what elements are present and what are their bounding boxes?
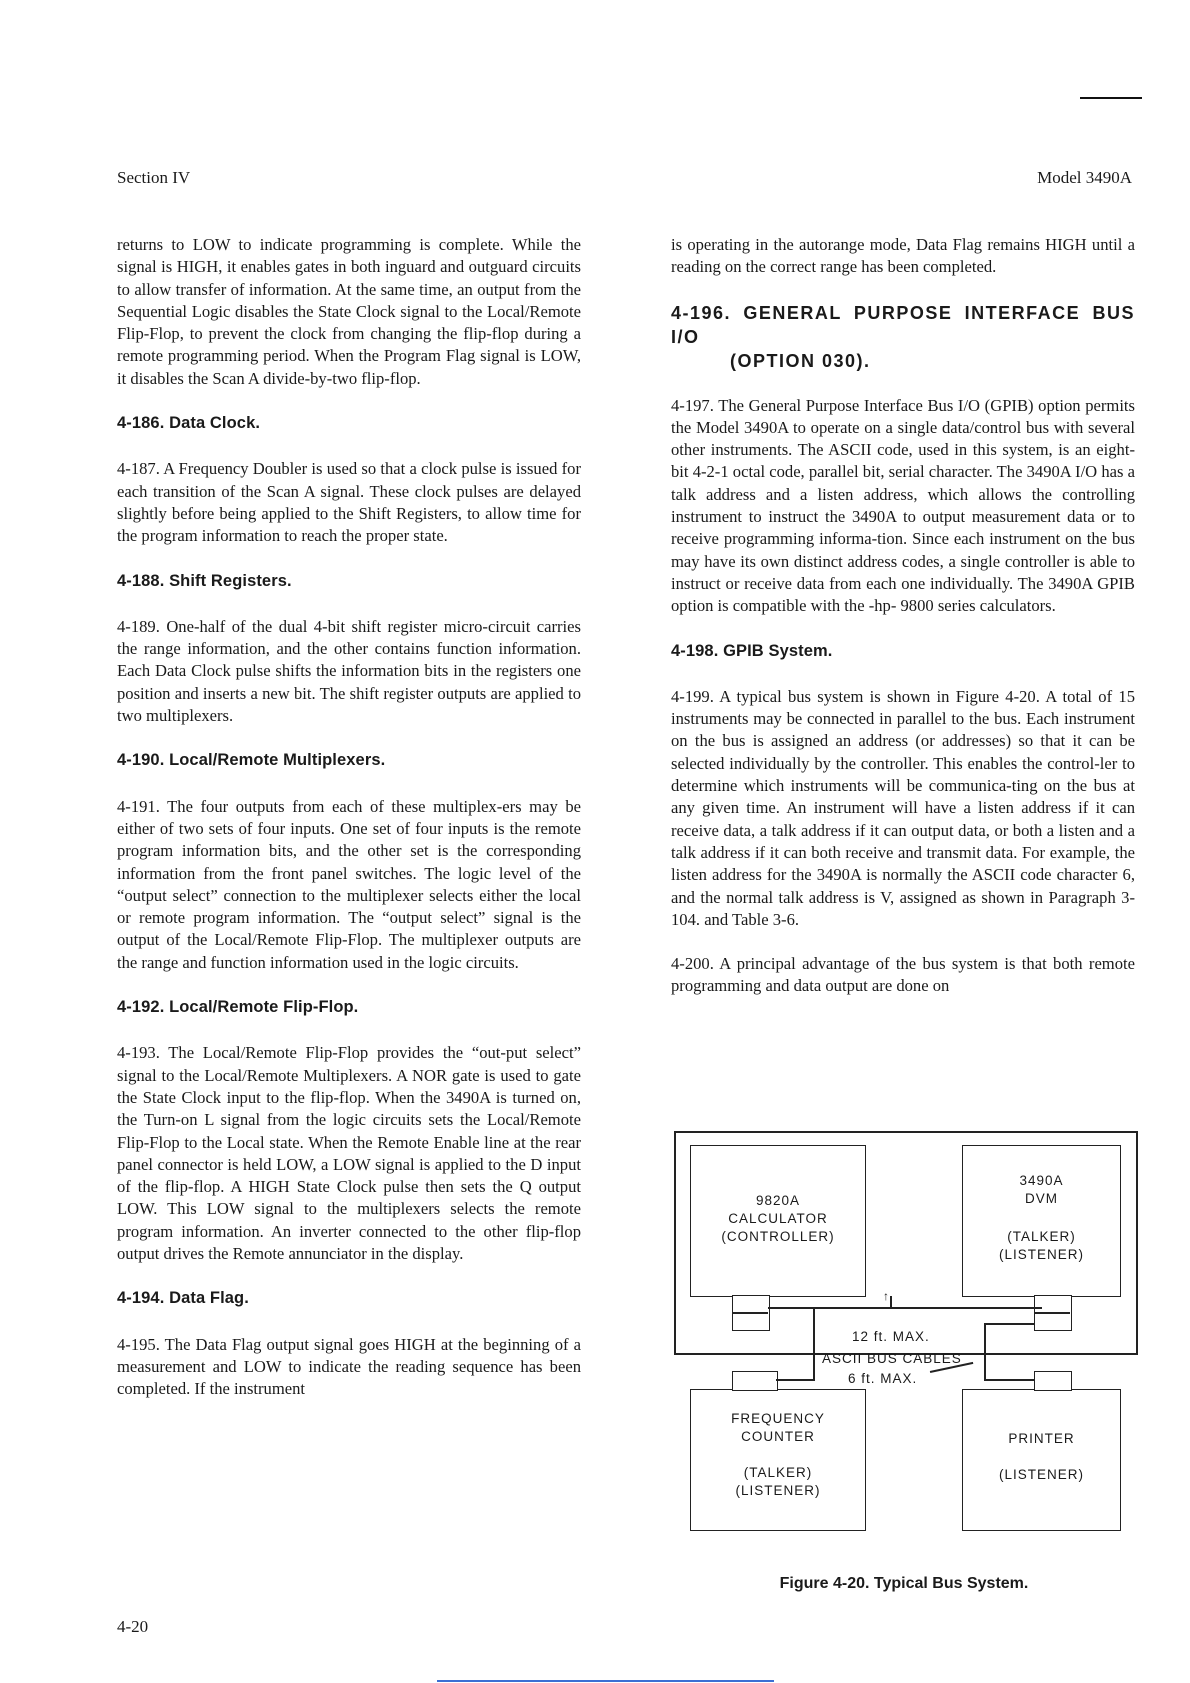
counter-box [690,1389,866,1531]
paragraph-4-199: 4-199. A typical bus system is shown in Figure 4-20. A total of 15 instruments may be connected in parallel to the bus. Each instrument on the bus is assigned an address (or addresses) so that it can be selected individually by the controller. This enables the control-ler to determine which instruments will be communica-ting on the bus at any given time. An instrument will have a listen address if it can receive data, a talk address if it can output data, or both a listen and a talk address if it can both receive and transmit data. For example, the listen address for the 3490A is normally the ASCII code character 6, and the normal talk address is V, assigned as shown in Paragraph 3-104. and Table 3-6. [671,686,1135,929]
heading-4-198: 4-198. GPIB System. [671,641,833,660]
printer-line: PRINTER [1008,1431,1075,1446]
paragraph-4-195: 4-195. The Data Flag output signal goes HIGH at the beginning of a measurement and LOW to indicate the reading sequence has been completed. If the instrument [117,1334,581,1399]
heading-4-194: 4-194. Data Flag. [117,1289,249,1308]
figure-caption: Figure 4-20. Typical Bus System. [779,1575,1029,1592]
right-column [671,234,1135,1020]
paragraph-4-191: 4-191. The four outputs from each of these multiplex-ers may be either of two sets of four inputs. One set of four inputs is the remote program information bits, and the other set is the corresponding information from the front panel switches. The logic level of the “output select” connection to the multiplexer selects either the local or remote program information. The “output select” signal is the output of the Local/Remote Flip-Flop. The multiplexer outputs are the range and function information used in the logic circuits. [117,796,581,972]
heading-line: (OPTION 030). [730,350,871,371]
dvm-line: (LISTENER) [998,1247,1084,1262]
section-label: Section IV [117,168,191,187]
bottom-rule [437,1680,774,1682]
bus-cable [776,1379,814,1381]
dvm-line: 3490A [1019,1173,1064,1188]
paragraph-4-197: 4-197. The General Purpose Interface Bus I/O (GPIB) option permits the Model 3490A to operate on a single data/control bus with several other instruments. The ASCII code, used in this system, is an eight-bit 4-2-1 octal code, parallel bit, serial character. The 3490A I/O has a talk address and a listen address, which allows the controlling instrument to instruct the 3490A to output measurement data or to receive programming informa-tion. Since each instrument on the bus may have its own distinct address codes, a single controller is able to instruct or receive data from each one individually. The 3490A GPIB option is compatible with the -hp- 9800 series calculators. [671,395,1135,616]
paragraph: returns to LOW to indicate programming is complete. While the signal is HIGH, it enables gates in both inguard and outguard circuits to allow transfer of information. At the same time, an output from the Sequential Logic disables the State Clock signal to the Local/Remote Flip-Flop, to prevent the clock from changing the flip-flop during a remote programming period. When the Program Flag signal is LOW, it disables the Scan A divide-by-two flip-flop. [117,235,581,388]
dvm-box [962,1145,1121,1297]
connector-divider [1034,1312,1070,1314]
printer-box [962,1389,1121,1531]
calc-line: 9820A [755,1193,801,1208]
bus-connector [1034,1371,1072,1391]
calc-line: CALCULATOR [728,1211,828,1226]
counter-line: COUNTER [741,1429,815,1444]
paragraph-4-187: 4-187. A Frequency Doubler is used so that a clock pulse is issued for each transition of the Scan A signal. These clock pulses are delayed slightly before being applied to the Shift Registers, to allow time for the program information to reach the proper state. [117,459,581,546]
bus-cable [984,1323,986,1379]
bus-system-figure [674,1131,1138,1498]
heading-4-188: 4-188. Shift Registers. [117,571,292,590]
bus-cable [768,1307,1042,1309]
counter-line: (LISTENER) [735,1483,821,1498]
paragraph: is operating in the autorange mode, Data Flag remains HIGH until a reading on the correct range has been completed. [671,235,1135,277]
left-column [117,234,581,1422]
label-ascii-cables: ASCII BUS CABLES [822,1351,962,1366]
pointer-line [890,1296,892,1308]
bus-cable [984,1323,1034,1325]
paragraph-4-200: 4-200. A principal advantage of the bus system is that both remote programming and data output are done on [671,954,1135,996]
bus-connector [732,1371,778,1391]
paragraph-4-193: 4-193. The Local/Remote Flip-Flop provides the “out-put select” signal to the Local/Remote Multiplexers. A NOR gate is used to gate the State Clock input to the flip-flop. When the 3490A is turned on, the Turn-on L signal from the logic circuits sets the Local/Remote Flip-Flop to the Local state. When the Remote Enable line at the rear panel connector is held LOW, a LOW signal is applied to the D input of the flip-flop. A HIGH State Clock pulse then sets the Q output LOW. This LOW signal to the multiplexers selects the remote program information. An inverter connected to the other flip-flop output drives the Remote annunciator in the display. [117,1043,581,1263]
printer-line: (LISTENER) [998,1467,1084,1482]
heading-line: 4-196. GENERAL PURPOSE INTERFACE BUS I/O [671,302,1135,347]
calc-line: (CONTROLLER) [721,1229,835,1244]
dvm-line: DVM [1025,1191,1058,1206]
bus-cable [813,1307,815,1381]
paragraph-4-189: 4-189. One-half of the dual 4-bit shift register micro-circuit carries the range information, and the other contains function information. Each Data Clock pulse shifts the information bits in the registers one position and inserts a new bit. The shift register outputs are applied to two multiplexers. [117,616,581,726]
dvm-line: (TALKER) [1007,1229,1076,1244]
bus-cable [984,1379,1034,1381]
calculator-box [690,1145,866,1297]
arrow-up-icon: ↑ [883,1289,890,1303]
model-label: Model 3490A [1037,168,1132,187]
label-12ft: 12 ft. MAX. [852,1329,930,1344]
connector-divider [732,1312,768,1314]
label-6ft: 6 ft. MAX. [848,1371,918,1386]
heading-4-196 [671,301,1135,373]
header-rule [1080,97,1142,99]
heading-4-190: 4-190. Local/Remote Multiplexers. [117,751,386,770]
counter-line: (TALKER) [743,1465,813,1480]
page-number: 4-20 [117,1617,149,1636]
counter-line: FREQUENCY [731,1411,825,1426]
heading-4-186: 4-186. Data Clock. [117,414,261,433]
heading-4-192: 4-192. Local/Remote Flip-Flop. [117,998,359,1017]
